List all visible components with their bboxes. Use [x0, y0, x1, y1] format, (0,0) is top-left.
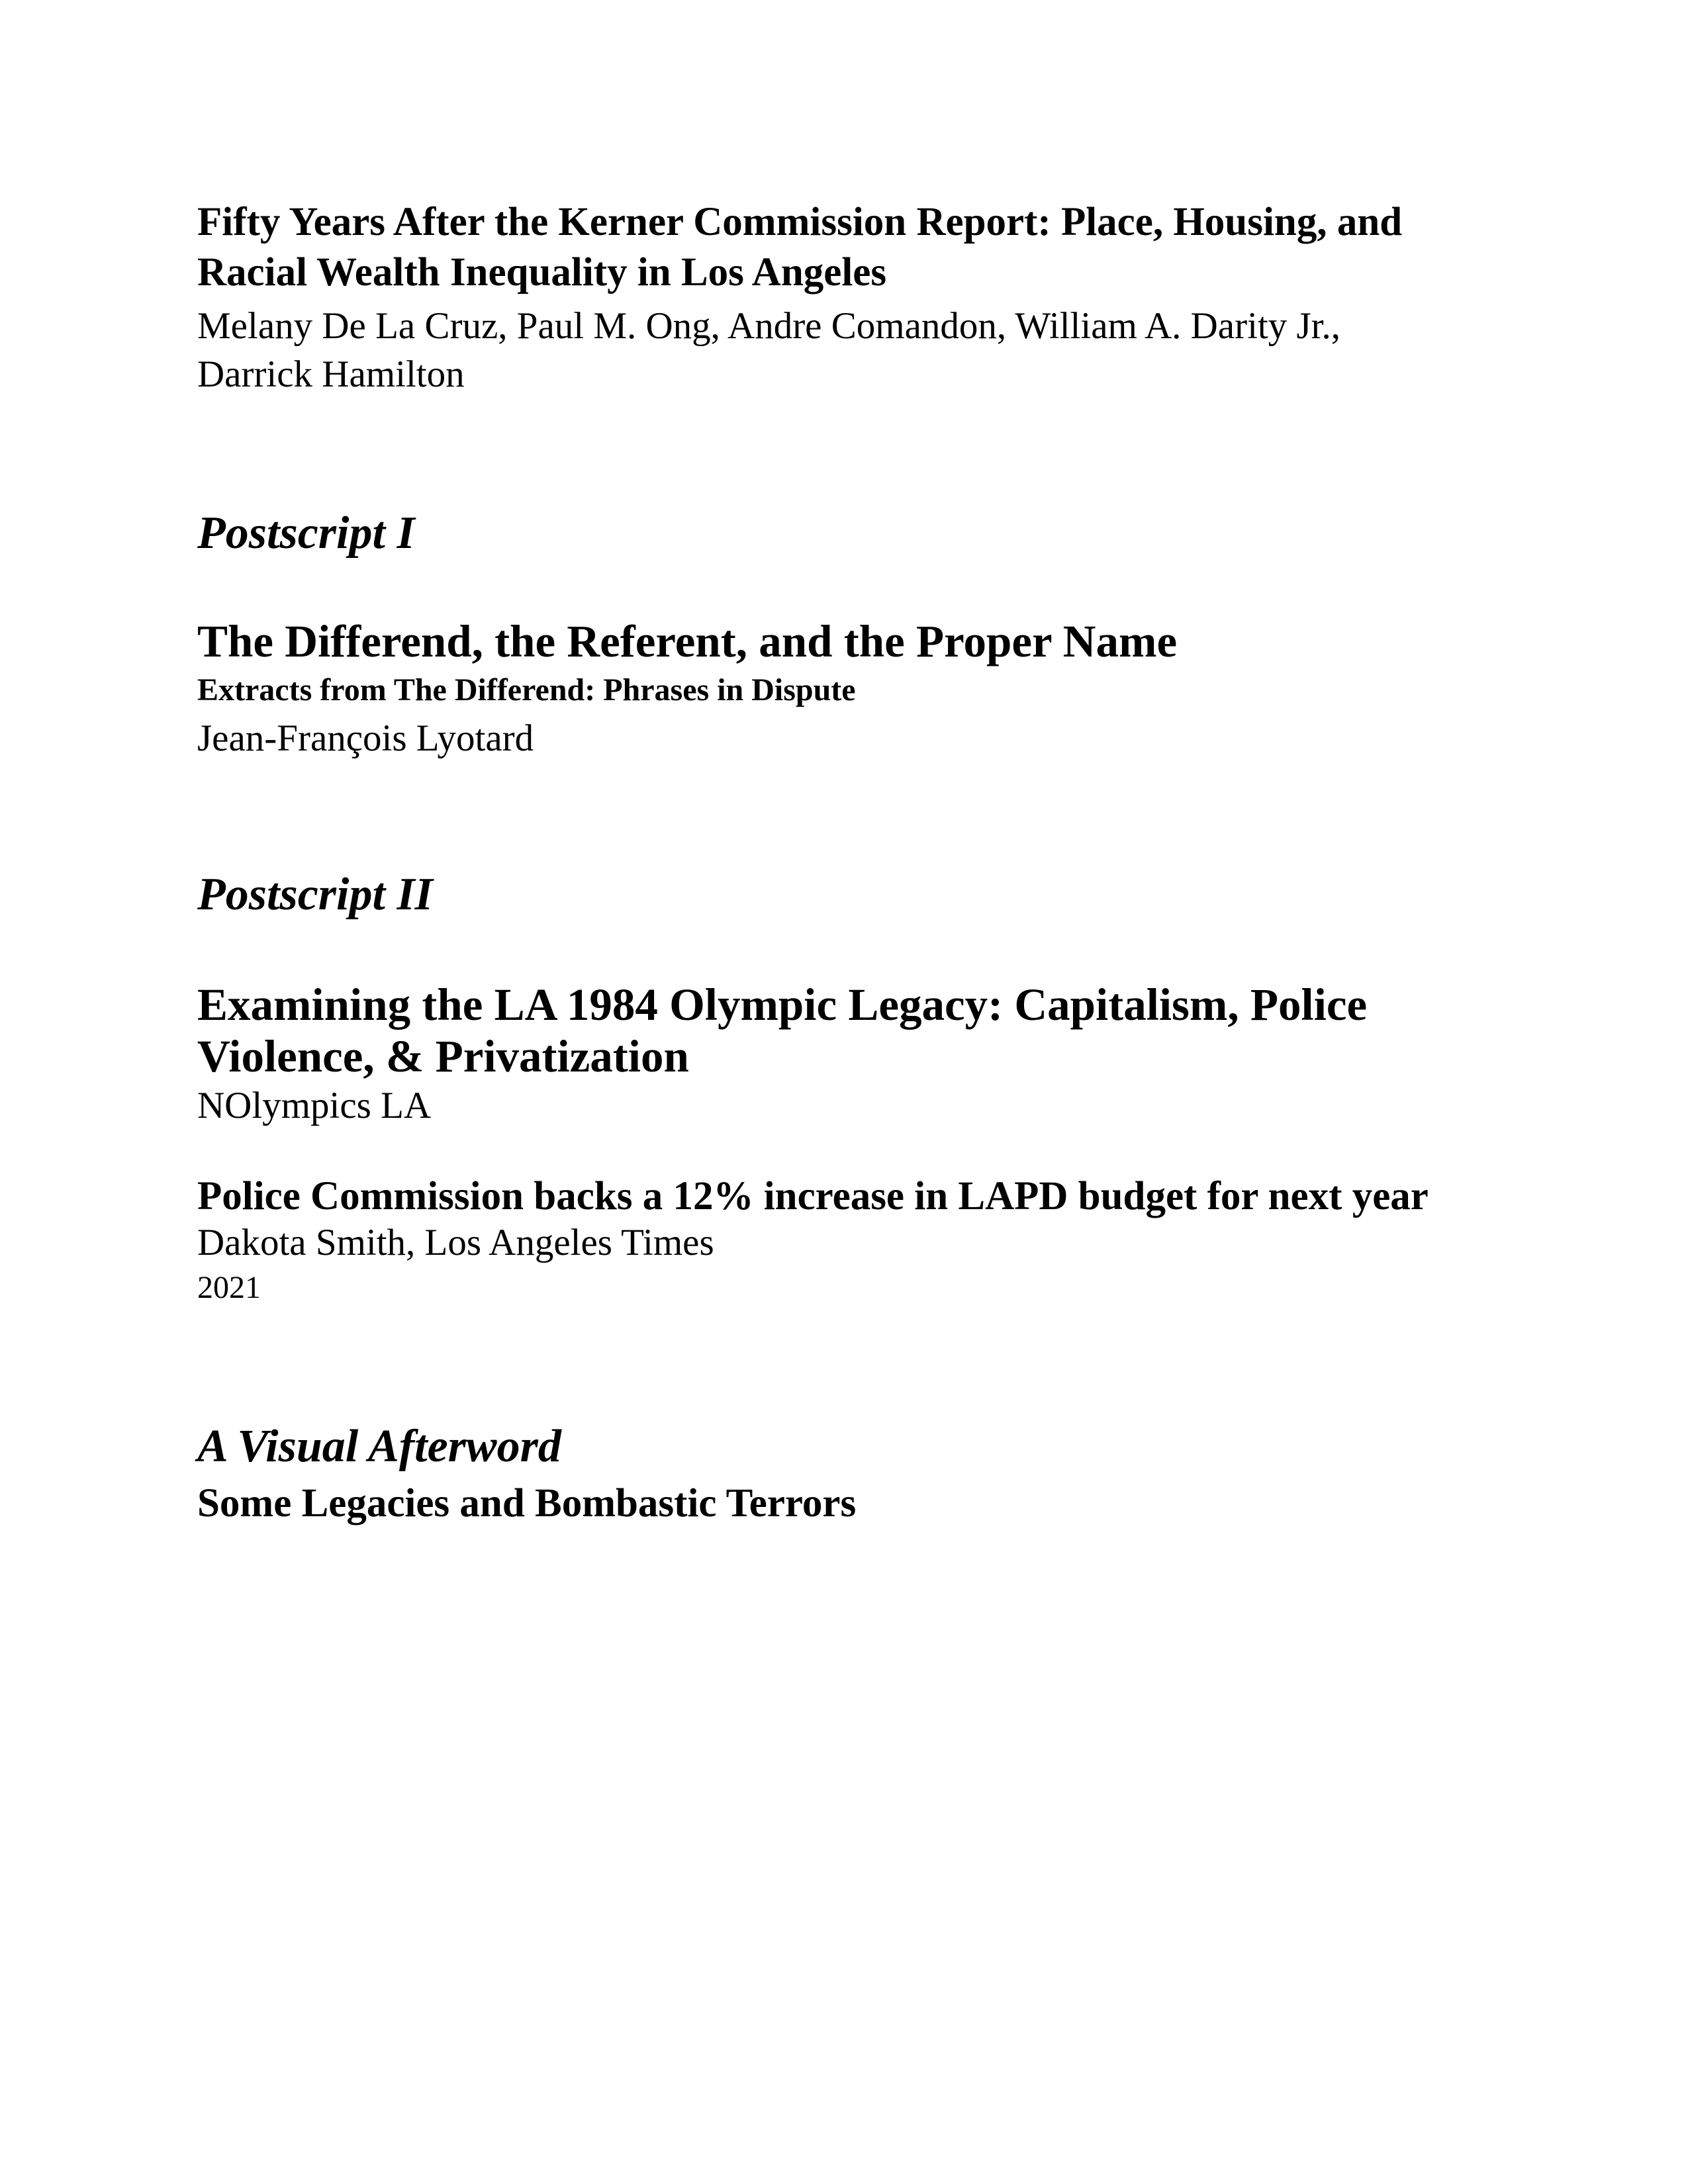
- entry-authors-line: Darrick Hamilton: [197, 353, 465, 395]
- section-heading: Postscript I: [197, 508, 415, 559]
- section-heading: A Visual Afterword: [197, 1421, 561, 1472]
- entry-authors-line: Melany De La Cruz, Paul M. Ong, Andre Comandon, William A. Darity Jr.,: [197, 305, 1341, 347]
- entry-title-line: Racial Wealth Inequality in Los Angeles: [197, 250, 887, 295]
- section-heading: Postscript II: [197, 869, 433, 920]
- entry-author: Jean-François Lyotard: [197, 717, 534, 759]
- entry-title-line: Examining the LA 1984 Olympic Legacy: Capitalism, Police: [197, 979, 1368, 1030]
- entry-subtitle: Extracts from The Differend: Phrases in Dispute: [197, 672, 856, 707]
- entry-title: Police Commission backs a 12% increase in LAPD budget for next year: [197, 1174, 1429, 1218]
- entry-title-line: Violence, & Privatization: [197, 1031, 689, 1081]
- entry-author: NOlympics LA: [197, 1085, 432, 1126]
- section-subtitle: Some Legacies and Bombastic Terrors: [197, 1481, 857, 1525]
- entry-author: Dakota Smith, Los Angeles Times: [197, 1222, 714, 1263]
- entry-title: The Differend, the Referent, and the Proper Name: [197, 616, 1178, 666]
- entry-title-line: Fifty Years After the Kerner Commission Report: Place, Housing, and: [197, 200, 1403, 244]
- entry-year: 2021: [197, 1270, 261, 1305]
